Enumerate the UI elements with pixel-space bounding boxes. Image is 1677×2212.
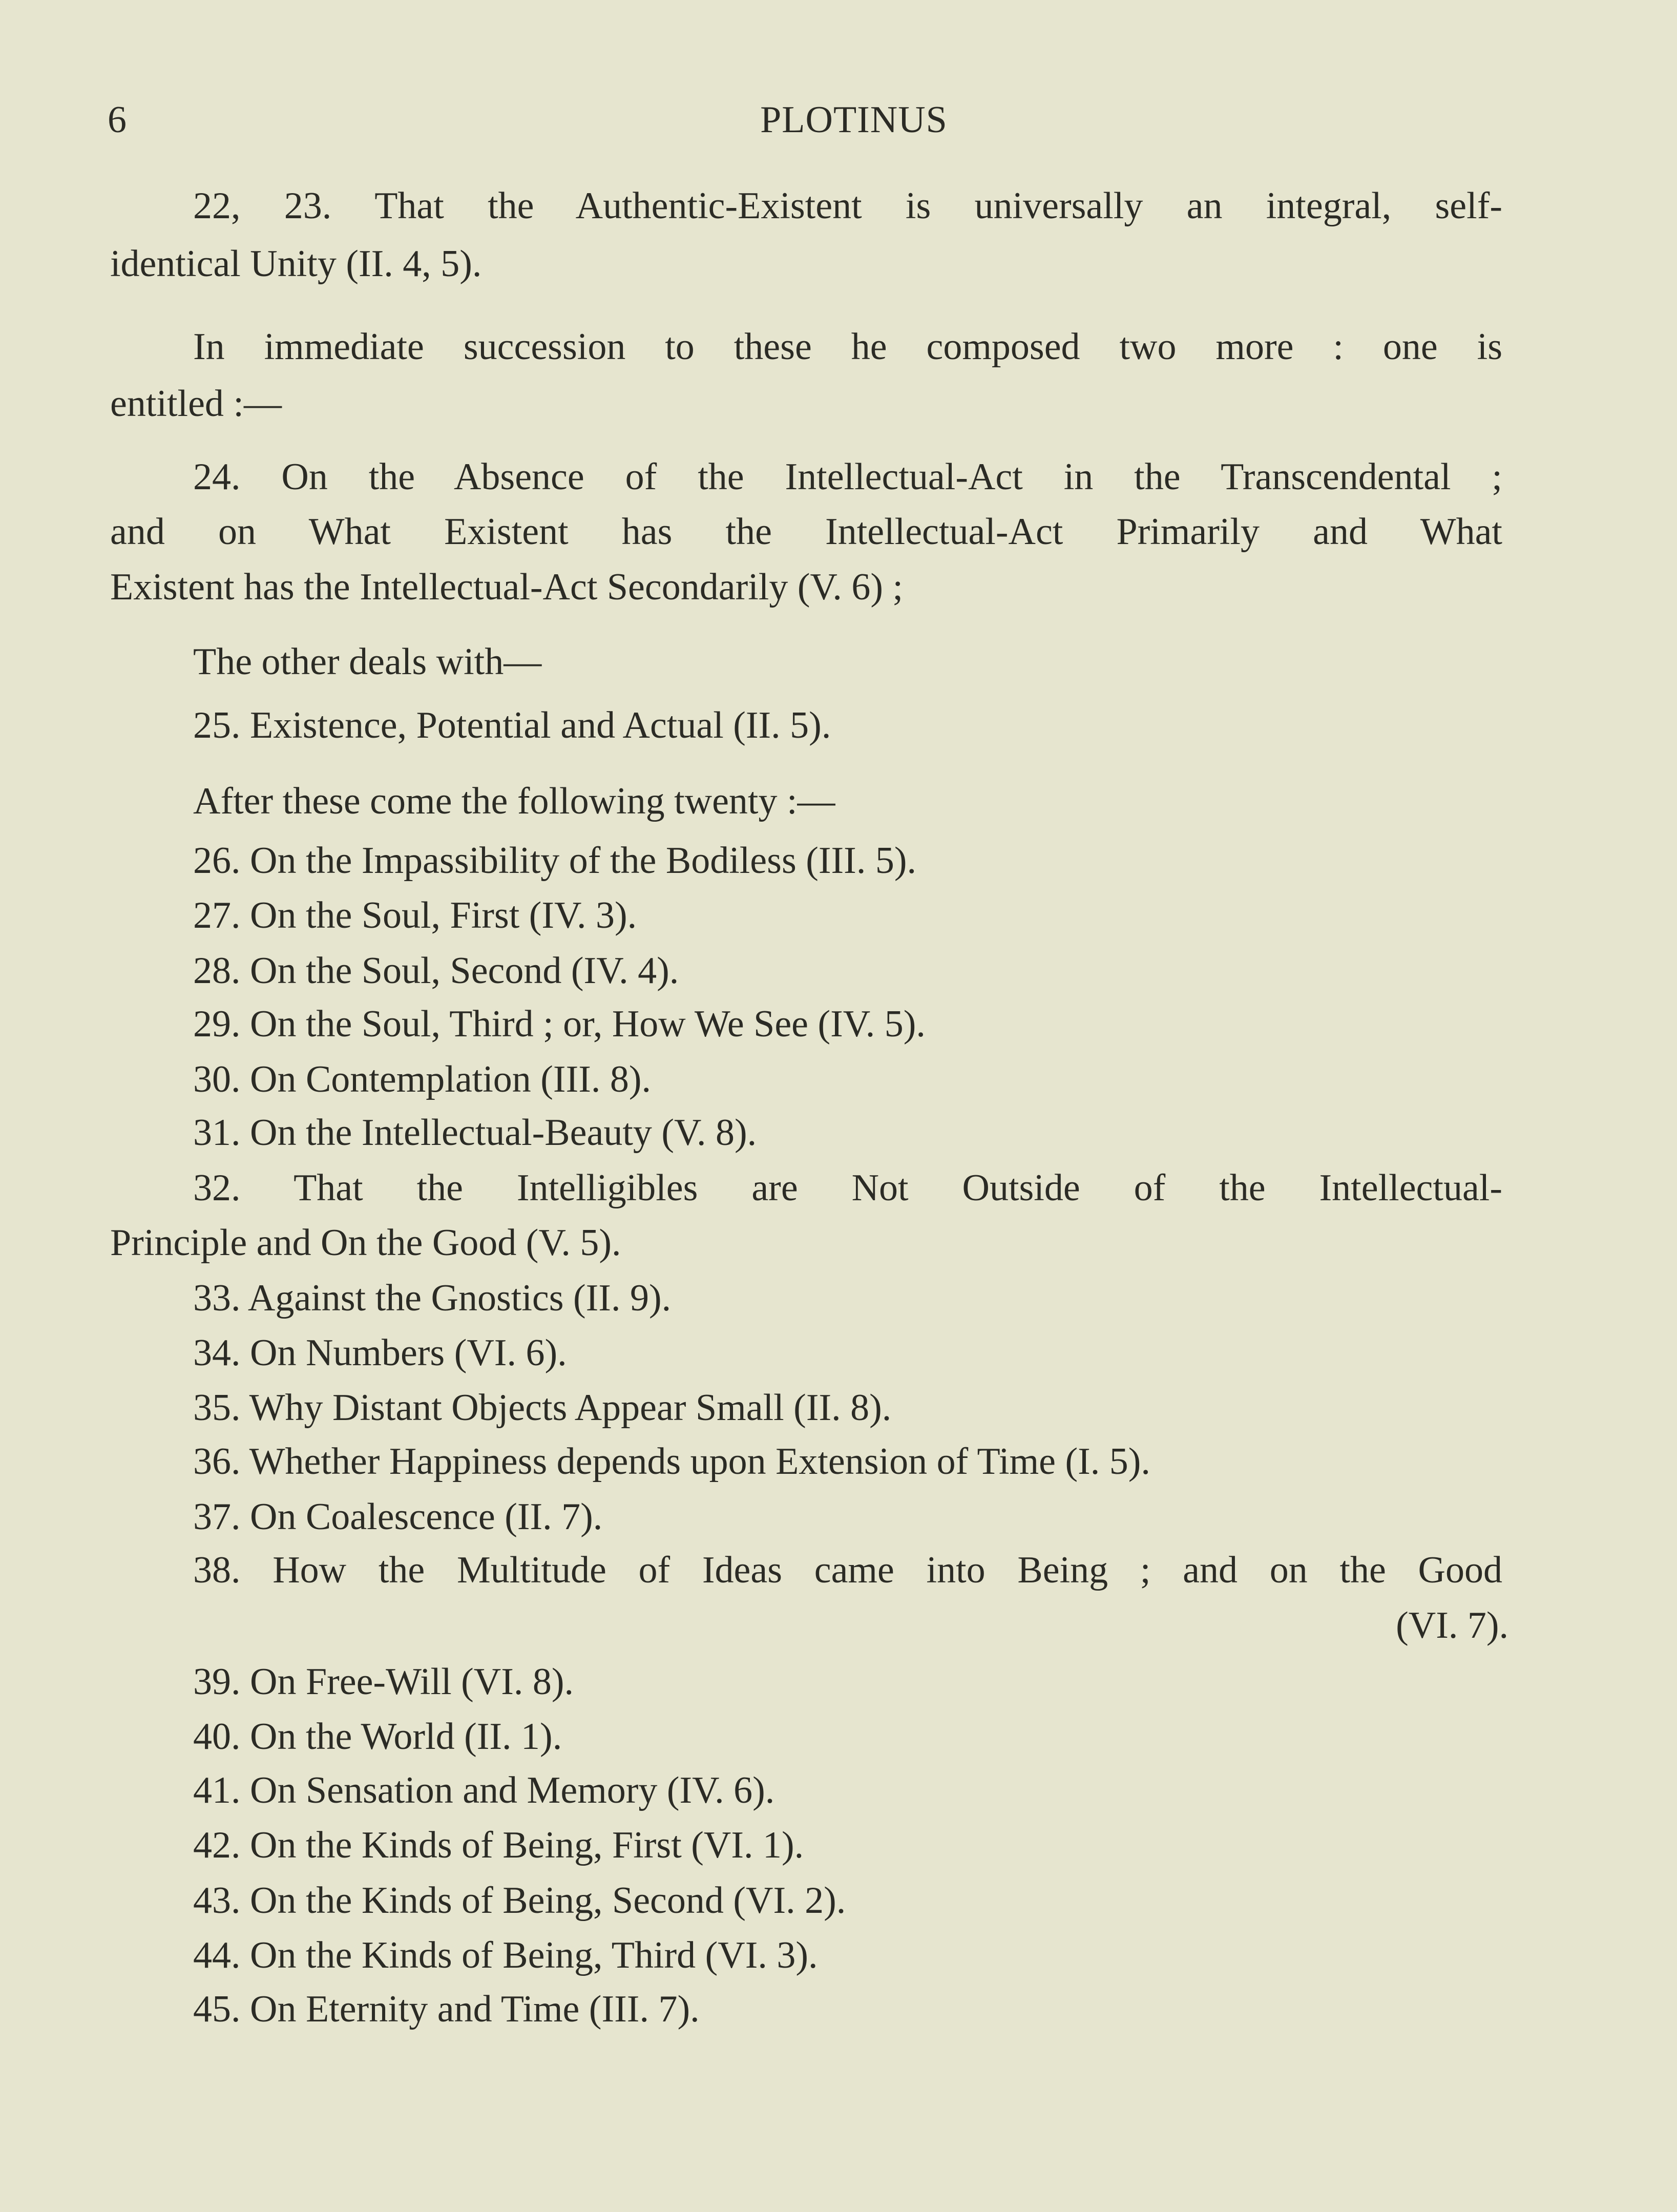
text-line: (VI. 7). xyxy=(1396,1604,1508,1646)
page-number: 6 xyxy=(108,99,127,141)
list-item: 26. On the Impassibility of the Bodiless (III. 5). xyxy=(193,840,916,882)
text-line: In immediate succession to these he composed two more : one is xyxy=(193,326,1502,368)
text-line: Existent has the Intellectual-Act Secondarily (V. 6) ; xyxy=(110,566,904,608)
text-line: and on What Existent has the Intellectual-Act Primarily and What xyxy=(110,511,1502,553)
running-title: PLOTINUS xyxy=(760,99,948,141)
list-item: 39. On Free-Will (VI. 8). xyxy=(193,1661,574,1703)
list-item: 40. On the World (II. 1). xyxy=(193,1716,562,1758)
list-item: 43. On the Kinds of Being, Second (VI. 2). xyxy=(193,1880,846,1922)
list-item: 44. On the Kinds of Being, Third (VI. 3). xyxy=(193,1934,818,1976)
text-line: entitled :— xyxy=(110,383,282,425)
list-item: 28. On the Soul, Second (IV. 4). xyxy=(193,950,679,992)
list-item: 30. On Contemplation (III. 8). xyxy=(193,1058,651,1100)
list-item: 33. Against the Gnostics (II. 9). xyxy=(193,1277,672,1319)
list-item: 36. Whether Happiness depends upon Extension of Time (I. 5). xyxy=(193,1441,1150,1483)
list-item: 27. On the Soul, First (IV. 3). xyxy=(193,894,637,936)
text-line: Principle and On the Good (V. 5). xyxy=(110,1222,621,1264)
text-line: 22, 23. That the Authentic-Existent is universally an integral, self- xyxy=(193,185,1502,227)
text-line: After these come the following twenty :— xyxy=(193,780,835,822)
list-item: 45. On Eternity and Time (III. 7). xyxy=(193,1988,700,2030)
list-item: 34. On Numbers (VI. 6). xyxy=(193,1332,567,1374)
list-item: 35. Why Distant Objects Appear Small (II. 8). xyxy=(193,1387,892,1429)
text-line: 24. On the Absence of the Intellectual-Act in the Transcendental ; xyxy=(193,456,1502,498)
text-line: The other deals with— xyxy=(193,641,542,683)
list-item: 31. On the Intellectual-Beauty (V. 8). xyxy=(193,1112,757,1154)
list-item: 32. That the Intelligibles are Not Outside of the Intellectual- xyxy=(193,1167,1502,1209)
list-item: 25. Existence, Potential and Actual (II. 5). xyxy=(193,704,831,746)
list-item: 42. On the Kinds of Being, First (VI. 1). xyxy=(193,1824,804,1866)
list-item: 41. On Sensation and Memory (IV. 6). xyxy=(193,1769,775,1811)
list-item: 37. On Coalescence (II. 7). xyxy=(193,1496,603,1538)
list-item: 29. On the Soul, Third ; or, How We See (IV. 5). xyxy=(193,1003,926,1045)
text-line: identical Unity (II. 4, 5). xyxy=(110,243,482,285)
list-item: 38. How the Multitude of Ideas came into Being ; and on the Good xyxy=(193,1549,1502,1591)
